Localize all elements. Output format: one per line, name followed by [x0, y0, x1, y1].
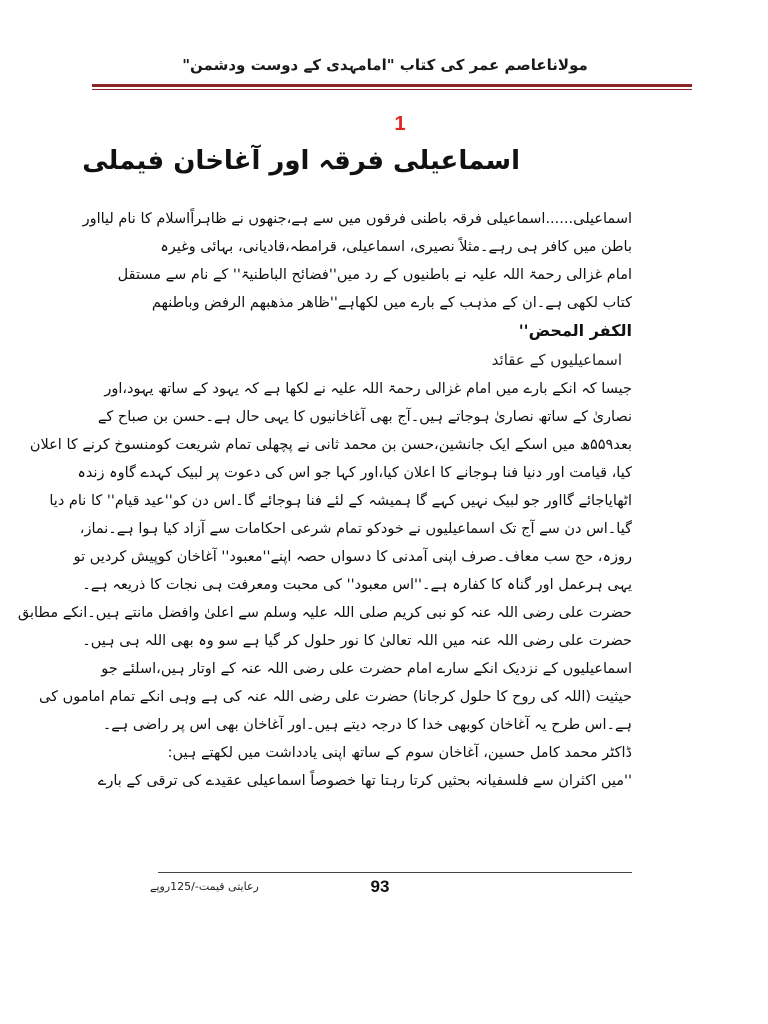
text-line: ''میں اکثران سے فلسفیانہ بحثیں کرتا رہتا تھا خصوصاً اسماعیلی عقیدے کی ترقی کے بارے — [97, 773, 632, 789]
running-header: مولاناعاصم عمر کی کتاب "امامہدی کے دوست ودشمن" — [182, 56, 588, 74]
chapter-title: اسماعیلی فرقہ اور آغاخان فیملی — [82, 146, 520, 176]
section-subheading: اسماعیلیوں کے عقائد — [491, 351, 622, 369]
text-line: ڈاکٹر محمد کامل حسین، آغاخان سوم کے ساتھ اپنی یادداشت میں لکھتے ہیں: — [167, 745, 632, 761]
page-number: 93 — [370, 877, 390, 896]
text-line: باطن میں کافر ہی رہے۔مثلاً نصیری، اسماعیلی، قرامطہ،قادیانی، بہائی وغیرہ — [160, 239, 632, 255]
text-line: کیا، قیامت اور دنیا فنا ہوجانے کا اعلان کیا،اور کہا جو اس کی دعوت پر لبیک کہدے گاوہ زندہ — [77, 465, 632, 481]
text-line: حیثیت (اللہ کی روح کا حلول کرجانا) حضرت علی رضی اللہ عنہ کی ہے وہی انکے تمام اماموں کی — [39, 689, 632, 705]
text-line: کتاب لکھی ہے۔ان کے مذہب کے بارے میں لکھاہے''ظاهر مذهبهم الرفض وباطنهم — [151, 295, 632, 311]
text-line: ہے۔اس طرح یہ آغاخان کوبھی خدا کا درجہ دیتے ہیں۔اور آغاخان بھی اس پر راضی ہے۔ — [102, 717, 632, 733]
price-label: رعایتی قیمت-/125روپے — [150, 880, 259, 893]
header-rule-thin — [92, 89, 692, 90]
text-line: روزہ، حج سب معاف۔صرف اپنی آمدنی کا دسواں حصہ اپنے''معبود'' آغاخان کوپیش کردیں تو — [73, 549, 632, 565]
body-text — [17, 205, 632, 795]
text-line: اسماعیلی......اسماعیلی فرقہ باطنی فرقوں میں سے ہے،جنھوں نے ظاہراًاسلام کا نام لیااور — [82, 211, 632, 227]
header-rule-thick — [92, 84, 692, 87]
text-line: حضرت علی رضی اللہ عنہ میں اللہ تعالیٰ کا نور حلول کر گیا ہے سو وہ بھی اللہ ہی ہیں۔ — [82, 633, 632, 649]
text-line: یہی ہرعمل اور گناہ کا کفارہ ہے۔''اس معبود'' کی محبت ومعرفت ہی نجات کا ذریعہ ہے۔ — [82, 577, 632, 593]
text-line: حضرت علی رضی اللہ عنہ کو نبی کریم صلی اللہ علیہ وسلم سے اعلیٰ وافضل مانتے ہیں۔انکے مطابق — [17, 605, 632, 621]
text-line: امام غزالی رحمۃ اللہ علیہ نے باطنیوں کے رد میں''فضائح الباطنیۃ'' کے نام سے مستقل — [117, 267, 632, 283]
text-line: جیسا کہ انکے بارے میں امام غزالی رحمۃ اللہ علیہ نے لکھا ہے کہ یہود کے ساتھ یہود،اور — [104, 381, 632, 397]
footer-rule — [158, 872, 632, 873]
chapter-number: 1 — [394, 113, 406, 135]
arabic-quote-line: الکفر المحض'' — [518, 321, 632, 340]
text-line: اسماعیلیوں کے نزدیک انکے سارے امام حضرت علی رضی اللہ عنہ کے اوتار ہیں،اسلئے جو — [101, 661, 632, 677]
text-line: گیا۔اس دن سے آج تک اسماعیلیوں نے خودکو تمام شرعی احکامات سے آزاد کیا ہوا ہے۔نماز، — [79, 521, 632, 537]
text-line: اٹھایاجائے گااور جو لبیک نہیں کہے گا ہمیشہ کے لئے فنا ہوجائے گا۔اس دن کو''عید قیام'' کا نام دیا — [49, 493, 632, 509]
text-line: بعد۵۵۹ھ میں اسکے ایک جانشین،حسن بن محمد ثانی نے پچھلی تمام شریعت کومنسوخ کرنے کا اعلان — [29, 437, 632, 453]
text-line: نصاریٰ کے ساتھ نصاریٰ ہوجاتے ہیں۔آج بھی آغاخانیوں کا یہی حال ہے۔حسن بن صباح کے — [97, 409, 632, 425]
